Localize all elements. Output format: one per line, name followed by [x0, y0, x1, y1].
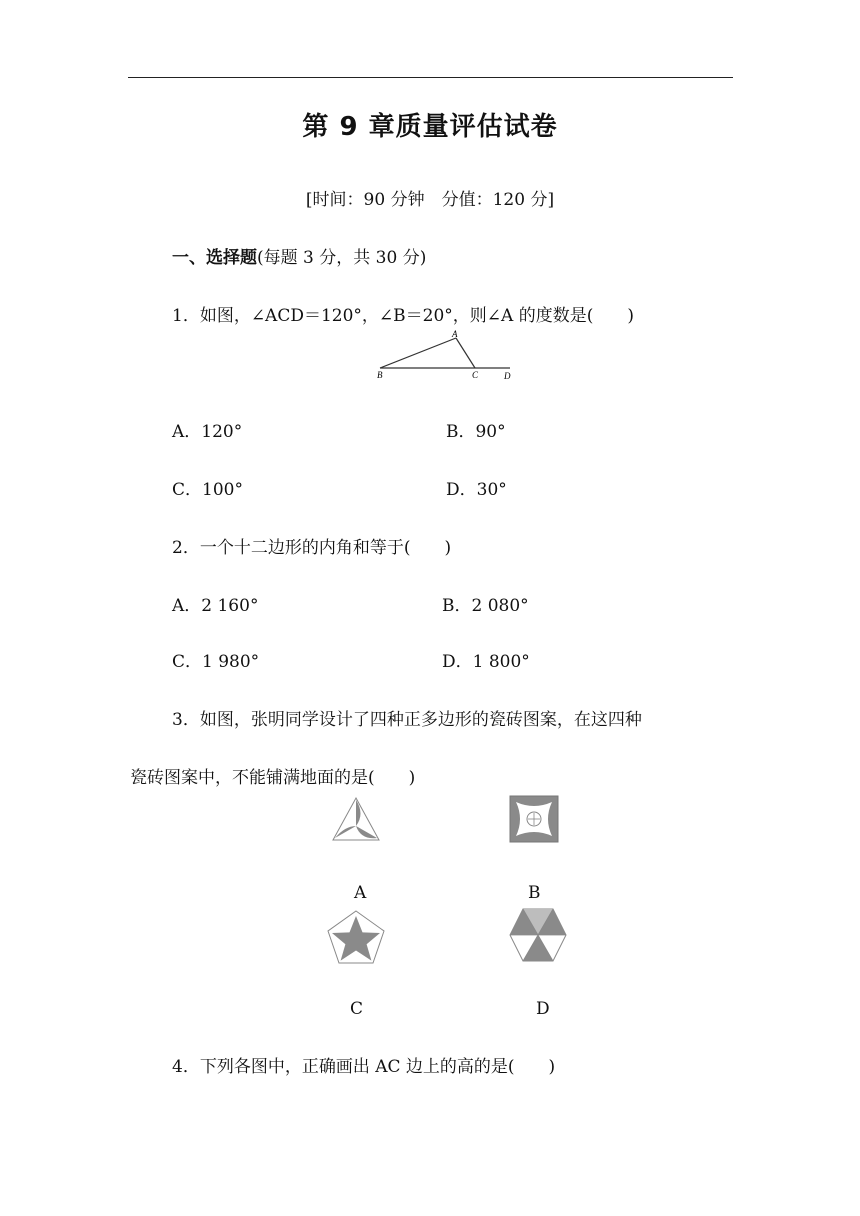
q2-option-c: C．1 980°	[172, 652, 260, 672]
q2-option-a: A．2 160°	[172, 596, 259, 616]
q1-option-c: C．100°	[172, 480, 243, 500]
q2-stem: 2．一个十二边形的内角和等于( )	[172, 538, 452, 558]
tile-d-label: D	[536, 999, 550, 1019]
q3-stem-line2: 瓷砖图案中，不能铺满地面的是( )	[130, 768, 416, 788]
q3-stem-line1: 3．如图，张明同学设计了四种正多边形的瓷砖图案，在这四种	[172, 710, 642, 730]
tile-b-square-icon	[509, 795, 559, 843]
q1-label-b: B	[377, 370, 383, 380]
q1-option-b: B．90°	[446, 422, 506, 442]
q1-option-d: D．30°	[446, 480, 507, 500]
q2-option-b: B．2 080°	[442, 596, 529, 616]
tile-c-pentagon-icon	[326, 909, 386, 965]
q2-option-d: D．1 800°	[442, 652, 530, 672]
tile-c-label: C	[350, 999, 364, 1019]
section-note: (每题 3 分，共 30 分)	[257, 248, 427, 268]
page-title: 第 9 章质量评估试卷	[302, 112, 558, 142]
tile-a-label: A	[354, 883, 367, 903]
q1-label-c: C	[472, 370, 479, 380]
header-rule	[128, 77, 733, 78]
q1-label-a: A	[452, 329, 458, 339]
q1-stem: 1．如图，∠ACD＝120°，∠B＝20°，则∠A 的度数是( )	[172, 306, 634, 326]
q1-option-a: A．120°	[172, 422, 243, 442]
q1-triangle-figure	[376, 330, 516, 380]
q4-stem: 4．下列各图中，正确画出 AC 边上的高的是( )	[172, 1057, 556, 1077]
tile-b-label: B	[528, 883, 541, 903]
q1-label-d: D	[504, 371, 511, 381]
section-title: 一、选择题	[172, 248, 257, 268]
tile-a-triangle-icon	[331, 796, 381, 842]
section-heading	[172, 246, 426, 270]
exam-info: [时间：90 分钟 分值：120 分]	[305, 190, 555, 210]
tile-d-hexagon-icon	[508, 907, 568, 963]
